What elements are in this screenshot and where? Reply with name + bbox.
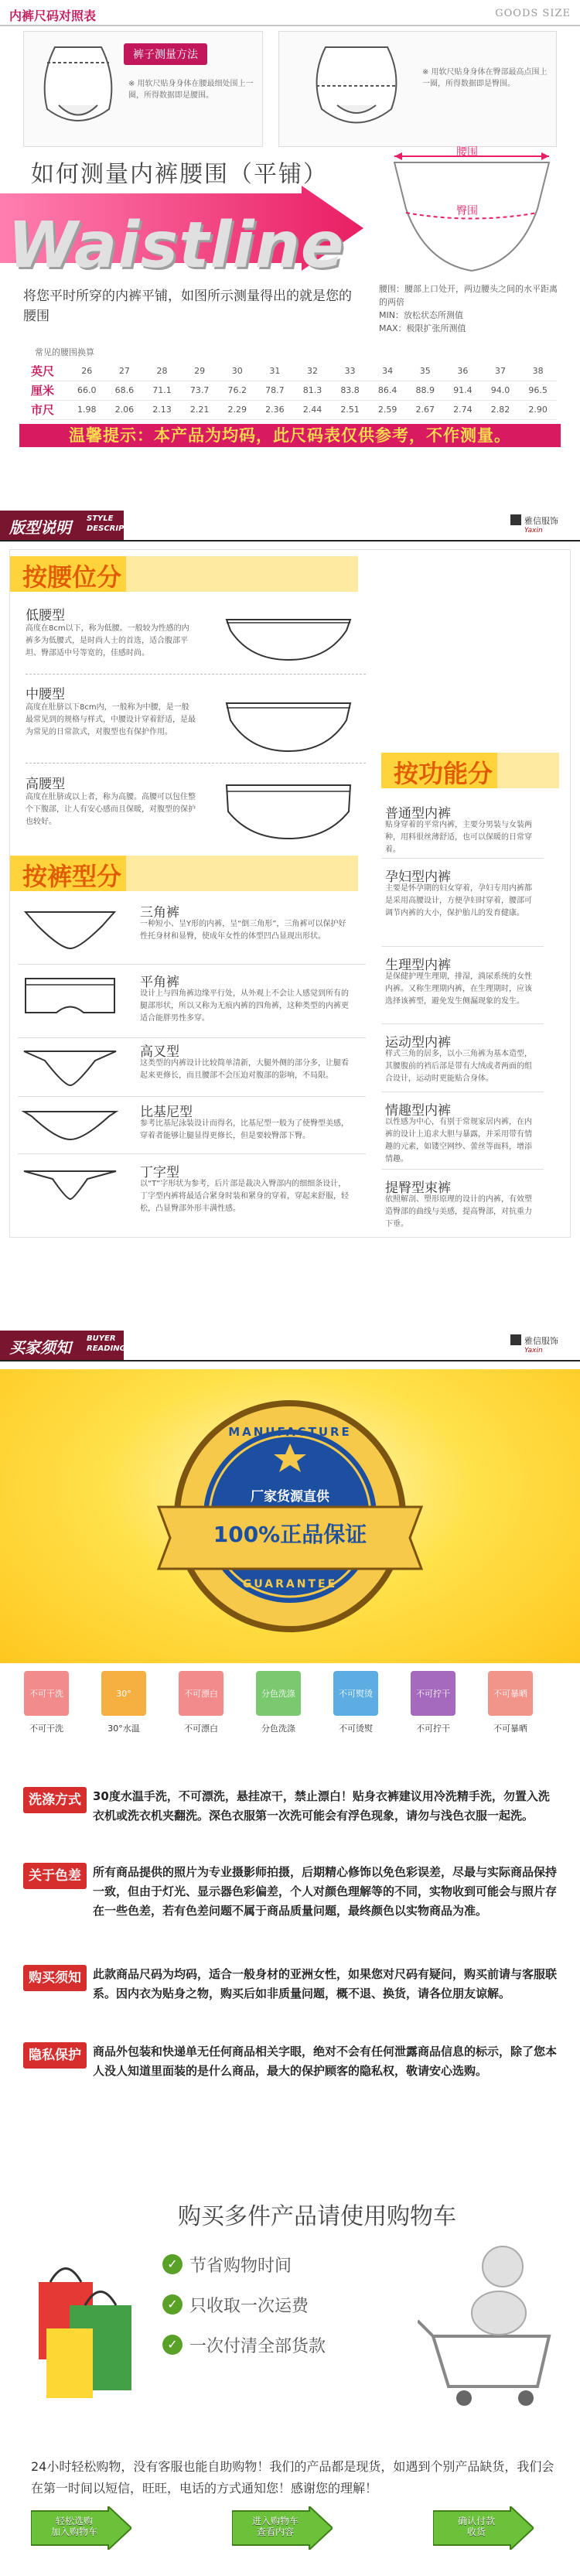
brief-note: 腰围：腰部上口处开，两边腰头之间的水平距离的两倍 MIN：放松状态所测值 MAX：极限扩张所测值	[379, 284, 558, 333]
style-tab-sub2: DESCRIPTION	[87, 524, 145, 533]
care-item	[406, 1671, 460, 1734]
measure-right-note: ※ 用软尺贴身身体在臀部最高点围上一圈，所得数据即是臀围。	[422, 68, 548, 88]
divider	[18, 1037, 366, 1038]
table-cell: 2.21	[181, 400, 219, 419]
normal-brief-text: 贴身穿着的平常内裤，主要分男装与女装两种，用料很丝薄舒适，也可以保暖的日常穿着。	[385, 821, 532, 854]
table-cell: 2.59	[369, 400, 407, 419]
brand-signature: Yaxin	[524, 1347, 543, 1355]
table-cell: 2.13	[143, 400, 181, 419]
table-cell: 2.74	[444, 400, 482, 419]
table-cell: 29	[181, 361, 219, 381]
care-item	[174, 1671, 228, 1734]
notice-wash	[23, 1787, 557, 1857]
check-icon: ✓	[162, 2254, 183, 2274]
triangle-brief-title: 三角裤	[140, 905, 179, 921]
table-cell: 86.4	[369, 381, 407, 400]
table-cell: 30	[218, 361, 256, 381]
care-label: 不可烫熨	[339, 1724, 373, 1734]
table-cell: 2.67	[406, 400, 444, 419]
care-item	[329, 1671, 383, 1734]
cart-figure-icon	[418, 2220, 565, 2414]
high-cut-title: 高叉型	[140, 1044, 179, 1060]
style-section-header	[0, 511, 580, 542]
table-caption: 常见的腰围换算	[35, 347, 94, 357]
table-cell: 2.36	[256, 400, 294, 419]
hip-label: 臀围	[456, 205, 478, 217]
how-to-measure-title: 如何测量内裤腰围（平铺）	[31, 161, 328, 188]
seal-bottom-text: GUARANTEE	[242, 1578, 338, 1590]
size-table	[31, 361, 557, 420]
low-waist-brief-icon	[219, 613, 358, 664]
sexy-brief-text: 以性感为中心，有别于常规家居内裤，在内裤的设计上追求大胆与暴露，并采用带有情趣的元素，如镂空网纱、蕾丝等面料，增添情趣。	[385, 1118, 532, 1163]
period-brief-title: 生理型内裤	[385, 958, 451, 973]
row-header: 厘米	[31, 381, 68, 400]
step-label: 轻松选购 加入购物车	[50, 2516, 97, 2537]
brand-mark-icon	[510, 1334, 521, 1345]
guarantee-banner	[0, 1369, 580, 1663]
separate-wash-icon: 分色洗涤	[256, 1671, 301, 1716]
buyer-tab-subtitle	[87, 1334, 126, 1354]
boxer-brief-text: 设计上与四角裤边缘平行处，从外观上不会让人感觉到所有的腿部形状，所以又称为无痕内裤的四角裤，这种类型的内裤更适合能胖男性多穿。	[140, 989, 349, 1023]
bottom-service-text: 24小时轻松购物，没有客服也能自助购物！我们的产品都是现货，如遇到个别产品缺货，我们会在第一时间以短信，旺旺，电话的方式通知您！感谢您的理解！	[31, 2459, 554, 2496]
mid-waist-title: 中腰型	[26, 687, 65, 702]
cart-promo-title: 购买多件产品请使用购物车	[178, 2203, 456, 2230]
check-icon: ✓	[162, 2294, 183, 2315]
buyer-tab-title: 买家须知	[9, 1338, 71, 1357]
care-label: 不可拧干	[416, 1724, 450, 1734]
notice-tag: 隐私保护	[23, 2042, 87, 2069]
check-icon: ✓	[162, 2335, 183, 2355]
care-icons-row	[0, 1671, 580, 1756]
style-body	[9, 549, 571, 1238]
triangle-brief-icon	[18, 906, 122, 952]
table-cell: 38	[519, 361, 557, 381]
table-cell: 32	[294, 361, 332, 381]
divider	[26, 763, 366, 764]
table-cell: 94.0	[482, 381, 520, 400]
brand-mark-icon	[510, 514, 521, 525]
table-cell: 2.90	[519, 400, 557, 419]
table-cell: 66.0	[68, 381, 106, 400]
notice-color-difference	[23, 1863, 557, 1956]
low-waist-text: 高度在8cm以下，称为低腰。一般较为性感的内裤多为低腰式，是时尚人士的首选，适合腹部平坦、臀部适中号等宽的，佳感时尚。	[26, 624, 189, 658]
table-cell: 33	[331, 361, 369, 381]
size-chart-title: 内裤尺码对照表	[9, 9, 97, 23]
heading-bar	[497, 753, 559, 788]
low-waist-title: 低腰型	[26, 608, 65, 624]
table-cell: 78.7	[256, 381, 294, 400]
no-sun-icon: 不可暴晒	[488, 1671, 533, 1716]
row-header: 英尺	[31, 361, 68, 381]
table-cell: 2.82	[482, 400, 520, 419]
table-cell: 2.51	[331, 400, 369, 419]
seal-main-text: 100%正品保证	[213, 1522, 367, 1547]
size-warning-banner: 温馨提示：本产品为均码，此尺码表仅供参考，不作测量。	[19, 424, 561, 447]
buyer-tab-sub1: BUYER	[87, 1334, 116, 1343]
care-label: 分色洗涤	[261, 1724, 295, 1734]
table-cell: 73.7	[181, 381, 219, 400]
size-chart-section	[0, 0, 580, 449]
seal-mid-text: 厂家货源直供	[251, 1489, 329, 1505]
measure-hip-box	[278, 31, 557, 147]
table-row	[31, 361, 557, 381]
no-dry-clean-icon: 不可干洗	[24, 1671, 69, 1716]
guarantee-seal	[0, 1369, 580, 1663]
water-30-icon: 30°	[101, 1671, 146, 1716]
divider	[18, 1153, 366, 1154]
divider	[18, 1096, 366, 1097]
table-cell: 27	[106, 361, 144, 381]
thong-icon	[18, 1165, 122, 1204]
brand-name: 雅信服饰	[524, 1336, 558, 1346]
table-cell: 76.2	[218, 381, 256, 400]
brand-name: 雅信服饰	[524, 516, 558, 526]
brand-logo	[510, 1332, 572, 1358]
shopping-bags-icon	[31, 2236, 147, 2406]
heading-bar	[126, 556, 358, 592]
waistline-banner-text: Waistline	[8, 209, 345, 282]
buyer-section-header	[0, 1331, 580, 1361]
notice-privacy	[23, 2042, 557, 2112]
normal-brief-title: 普通型内裤	[385, 806, 451, 822]
table-row	[31, 400, 557, 419]
high-waist-title: 高腰型	[26, 777, 65, 792]
waist-category-heading: 按腰位分	[10, 556, 126, 592]
waist-label: 腰围	[456, 146, 478, 159]
bikini-text: 参考比基尼泳装设计而得名，比基尼型一般为了使臀型美感，穿着者能够让腿显得更修长，但是要较臀部下臀。	[140, 1119, 349, 1140]
high-waist-brief-icon	[219, 781, 358, 842]
notice-tag: 购买须知	[23, 1965, 87, 1991]
table-cell: 91.4	[444, 381, 482, 400]
hip-measure-illustration	[279, 32, 558, 148]
sport-brief-text: 样式三角的居多，以小三角裤为基本造型，其腰腹前的裆后部是带有大绒或者两面的组合设计，运动时更能贴合身体。	[385, 1050, 532, 1083]
divider	[18, 964, 366, 965]
mid-waist-brief-icon	[219, 697, 358, 755]
measure-left-note: ※ 用软尺贴身身体在腰最细处围上一圈，所得数据即是腰围。	[128, 80, 254, 100]
divider	[26, 674, 366, 675]
table-cell: 96.5	[519, 381, 557, 400]
size-chart-header	[0, 0, 580, 26]
no-wring-icon: 不可拧干	[411, 1671, 455, 1716]
table-cell: 71.1	[143, 381, 181, 400]
boxer-brief-icon	[18, 974, 122, 1020]
care-item	[19, 1671, 73, 1734]
thong-text: 以“T”字形状为参考，后片部是裁决入臀部内的细细条设计，丁字型内裤将最适合紧身时装和紧身的穿着，穿起来舒服，轻松，凸显臀部外形丰满性感。	[140, 1180, 349, 1213]
measure-method-label: 裤子测量方法	[124, 43, 207, 65]
divider	[381, 1169, 544, 1170]
notice-purchase	[23, 1965, 557, 2034]
bikini-title: 比基尼型	[140, 1105, 193, 1120]
notice-text: 此款商品尺码为均码，适合一般身材的亚洲女性，如果您对尺码有疑问，购买前请与客服联系。因内衣为贴身之物，购买后如非质量问题，概不退、换货，请各位朋友谅解。	[93, 1967, 558, 2000]
style-tab	[0, 511, 145, 540]
table-cell: 2.06	[106, 400, 144, 419]
notice-tag: 洗涤方式	[23, 1787, 87, 1813]
brand-logo	[510, 512, 572, 538]
high-cut-brief-icon	[18, 1047, 122, 1089]
maternity-brief-title: 孕妇型内裤	[385, 869, 451, 885]
care-label: 不可漂白	[184, 1724, 218, 1734]
no-iron-icon: 不可熨烫	[333, 1671, 378, 1716]
table-row	[31, 381, 557, 400]
size-chart-eng-title: GOODS SIZE	[495, 8, 571, 19]
divider	[381, 1023, 544, 1024]
buyer-tab	[0, 1331, 124, 1360]
care-label: 不可干洗	[29, 1724, 63, 1734]
table-cell: 26	[68, 361, 106, 381]
table-cell: 81.3	[294, 381, 332, 400]
no-bleach-icon: 不可漂白	[179, 1671, 223, 1716]
step-label: 确认付款 收货	[457, 2516, 495, 2537]
period-brief-text: 是保健护理生理期，排湿，淌尿系统的女性内裤。又称生理期内裤，在生理期时，应该选择该裤型，避免发生侧漏现象的发生。	[385, 972, 532, 1006]
cart-point: 只收取一次运费	[189, 2297, 309, 2316]
buyer-reading-section	[0, 1331, 580, 2576]
buyer-tab-sub2: READING	[87, 1344, 126, 1353]
sport-brief-title: 运动型内裤	[385, 1035, 451, 1051]
care-label: 30°水温	[107, 1724, 140, 1734]
step-label: 进入购物车 查看内容	[251, 2516, 299, 2537]
heading-bar	[126, 856, 358, 891]
care-item	[483, 1671, 537, 1734]
shopping-cart-promo	[0, 2166, 580, 2444]
care-label: 不可暴晒	[493, 1724, 527, 1734]
thong-title: 丁字型	[140, 1165, 179, 1180]
style-tab-title: 版型说明	[9, 518, 71, 537]
table-cell: 35	[406, 361, 444, 381]
high-waist-text: 高度在肚脐或以上者，称为高腰。高腰可以包住整个下腹部，让人有安心感而且保暖，对腹型的保护也较好。	[26, 793, 196, 826]
care-item	[251, 1671, 305, 1734]
table-cell: 2.44	[294, 400, 332, 419]
style-tab-sub1: STYLE	[87, 514, 114, 523]
table-cell: 34	[369, 361, 407, 381]
table-cell: 83.8	[331, 381, 369, 400]
boxer-brief-title: 平角裤	[140, 975, 179, 990]
waistline-description: 将您平时所穿的内裤平铺，如图所示测量得出的就是您的腰围	[23, 289, 352, 324]
table-cell: 68.6	[106, 381, 144, 400]
style-description-section	[0, 511, 580, 1245]
table-cell: 1.98	[68, 400, 106, 419]
shaping-brief-title: 提臀型束裤	[385, 1180, 451, 1196]
table-cell: 2.29	[218, 400, 256, 419]
table-cell: 28	[143, 361, 181, 381]
notice-tag: 关于色差	[23, 1863, 87, 1889]
shaping-brief-text: 依照解剖、塑形原理的设计的内裤，有效塑造臀部的曲线与美感，提高臀部，对抗重力下垂。	[385, 1195, 532, 1228]
seal-top-text: MANUFACTURE	[228, 1425, 352, 1439]
brand-signature: Yaxin	[524, 527, 543, 535]
divider	[381, 946, 544, 947]
bikini-brief-icon	[18, 1105, 122, 1144]
function-category-heading: 按功能分	[381, 753, 497, 788]
row-header: 市尺	[31, 400, 68, 419]
maternity-brief-text: 主要是怀孕期的妇女穿着，孕妇专用内裤都是采用高腰设计，方便孕妇时穿着，腰部可调节内裤的大小，保护胎儿的发育健康。	[385, 884, 532, 917]
table-cell: 37	[482, 361, 520, 381]
cart-point: 节省购物时间	[189, 2257, 292, 2276]
triangle-brief-text: 一种短小、呈Y形的内裤，呈“倒三角形”，三角裤可以保护好性托身材和显臀，使成年女性的体型凹凸显现出形状。	[140, 920, 346, 941]
mid-waist-text: 高度在肚脐以下8cm内，一般称为中腰，是一般最常见到的规格与样式，中腰设计穿着舒适，是最为常见的日常款式，对腹型也有保护作用。	[26, 703, 196, 736]
table-cell: 31	[256, 361, 294, 381]
type-category-heading: 按裤型分	[10, 856, 126, 891]
care-item	[97, 1671, 151, 1734]
cart-point: 一次付清全部货款	[189, 2337, 326, 2356]
notice-text: 30度水温手洗，不可漂洗，悬挂凉干，禁止漂白！贴身衣裤建议用冷洗精手洗，勿置入洗衣机或洗衣机夹翻洗。深色衣服第一次洗可能会有浮色现象，请勿与浅色衣服一起洗。	[93, 1789, 550, 1823]
notice-text: 所有商品提供的照片为专业摄影师拍摄，后期精心修饰以免色彩误差，尽最与实际商品保持一致，但由于灯光、显示器色彩偏差，个人对颜色理解等的不同，实物收到可能会与照片存在一些色差，若有色差问题不属于商品质量问题，最终颜色以实物商品为准。	[93, 1865, 558, 1918]
notice-text: 商品外包装和快递单无任何商品相关字眼，绝对不会有任何泄露商品信息的标示，除了您本人没人知道里面装的是什么商品，最大的保护顾客的隐私权，敬请安心选购。	[93, 2045, 558, 2078]
divider	[381, 858, 544, 859]
high-cut-text: 这类型的内裤设计比较简单清新，大腿外侧的部分多，让腿看起来更修长，而且腰部不会压迫对腹部的影响，不局限。	[140, 1059, 349, 1080]
style-tab-subtitle	[87, 514, 145, 534]
table-cell: 36	[444, 361, 482, 381]
table-cell: 88.9	[406, 381, 444, 400]
sexy-brief-title: 情趣型内裤	[385, 1103, 451, 1119]
